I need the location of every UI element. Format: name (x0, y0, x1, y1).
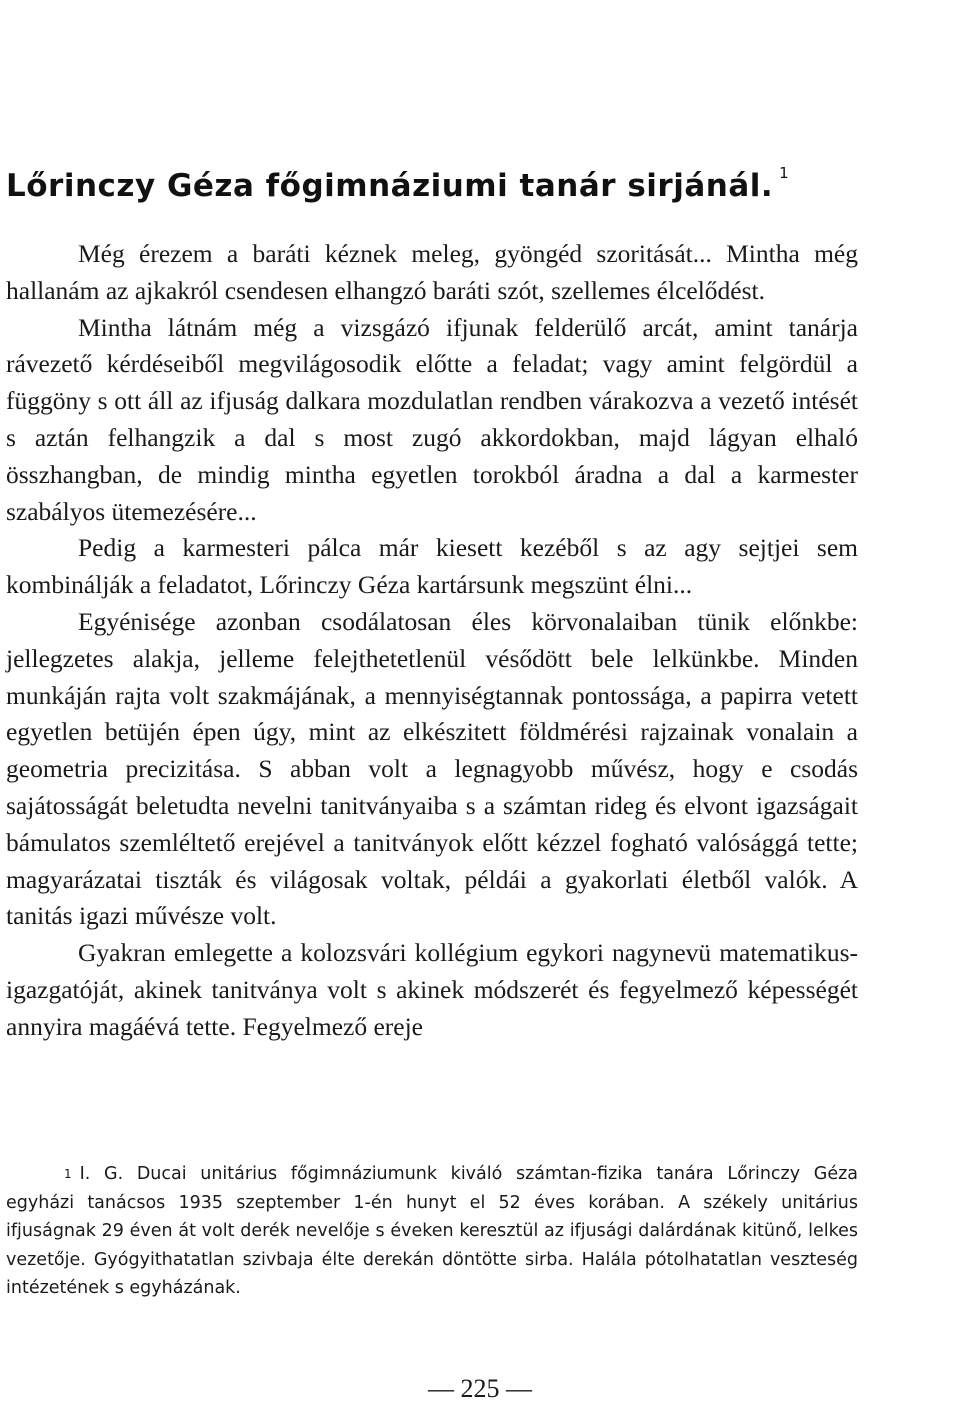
paragraph-4: Egyénisége azonban csodálatosan éles körvonalaiban tünik előnkbe: jellegzetes alakja, jelleme felejthetetlenül vésődött bele lelkünkbe. Minden munkáján rajta volt szakmájának, a mennyiségtannak pontossága, a papirra vetett egyetlen betüjén épen úgy, mint az elkészitett földmérési rajzainak vonalain a geometria precizitása. S abban volt a legnagyobb művész, hogy e csodás sajátosságát beletudta nevelni tanitványaiba s a számtan rideg és elvont igazságait bámulatos szemléltető erejével a tanitványok előtt kézzel fogható valósággá tette; magyarázatai tiszták és világosak voltak, példái a gyakorlati életből valók. A tanitás igazi művésze volt. (6, 606, 858, 931)
page-title (6, 164, 790, 204)
paragraph-2: Mintha látnám még a vizsgázó ifjunak felderülő arcát, amint tanárja rávezető kérdéseiből megvilágosodik előtte a feladat; vagy amint felgördül a függöny s ott áll az ifjuság dalkara mozdulatlan rendben várakozva a vezető intését s aztán felhangzik a dal s most zugó akkordokban, majd lágyan elhaló összhangban, de mindig mintha egyetlen torokból áradna a dal a karmester szabályos ütemezésére... (6, 312, 858, 526)
title-text: Lőrinczy Géza főgimnáziumi tanár sirjánál. (6, 168, 774, 204)
body-text (6, 236, 858, 1046)
footnote-section (6, 1160, 858, 1303)
title-footnote-marker: 1 (779, 164, 790, 182)
paragraph-1: Még érezem a baráti kéznek meleg, gyöngéd szoritását... Mintha még hallanám az ajkakról csendesen elhangzó baráti szót, szellemes élcelődést. (6, 239, 858, 305)
page-number: — 225 — (428, 1374, 532, 1403)
footnote-text: I. G. Ducai unitárius főgimnáziumunk kiváló számtan-fizika tanára Lőrinczy Géza egyházi tanácsos 1935 szeptember 1-én hunyt el 52 éves korában. A székely unitárius ifjuságnak 29 éven át volt derék nevelője s éveken keresztül az ifjusági dalárdának kitünő, lelkes vezetője. Gyógyithatatlan szivbaja élte derekán döntötte sirba. Halála pótolhatatlan veszteség intézetének s egyházának. (6, 1164, 858, 1299)
footnote (6, 1160, 858, 1303)
footnote-marker: 1 (64, 1167, 72, 1181)
paragraph-3: Pedig a karmesteri pálca már kiesett kezéből s az agy sejtjei sem kombinálják a feladatot, Lőrinczy Géza kartársunk megszünt élni... (6, 533, 858, 600)
paragraph-5: Gyakran emlegette a kolozsvári kollégium egykori nagynevü matematikus-igazgatóját, akinek tanitványa volt s akinek módszerét és fegyelmező képességét annyira magáévá tette. Fegyelmező ereje (6, 938, 858, 1041)
